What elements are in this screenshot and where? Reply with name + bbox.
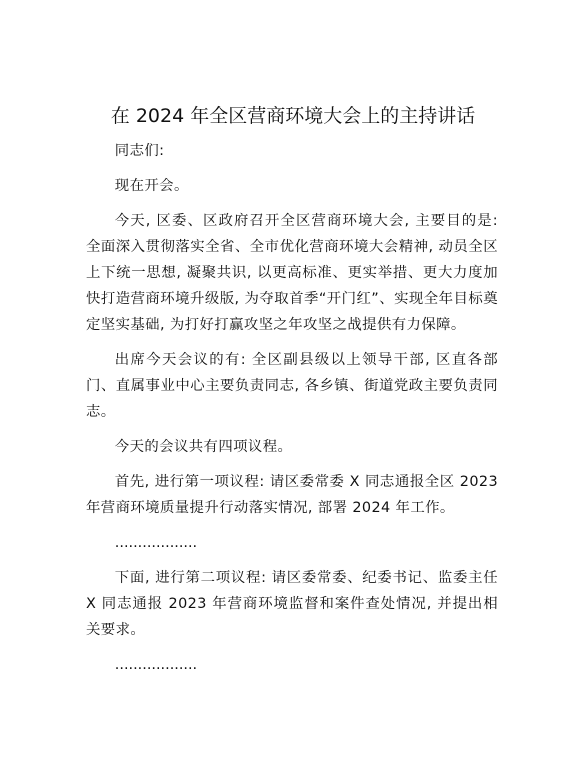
agenda-item-2-paragraph: 下面, 进行第二项议程: 请区委常委、纪委书记、监委主任 X 同志通报 2023 年营商环境监督和案件查处情况, 并提出相关要求。: [86, 570, 498, 638]
meeting-purpose-paragraph: 今天, 区委、区政府召开全区营商环境大会, 主要目的是: 全面深入贯彻落实全省、全市优化营商环境大会精神, 动员全区上下统一思想, 凝聚共识, 以更高标准、更实举措、更大力度加快打造营商环境升级版, 为夺取首季“开门红”、实现全年目标奠定坚实基础, 为打好打赢攻坚之年攻坚之战提供有力保障。: [86, 213, 498, 333]
attendees-paragraph: 出席今天会议的有: 全区副县级以上领导干部, 区直各部门、直属事业中心主要负责同志, 各乡镇、街道党政主要负责同志。: [86, 352, 498, 420]
agenda-intro-paragraph: 今天的会议共有四项议程。: [114, 439, 293, 455]
ellipsis-separator: ..................: [114, 535, 198, 551]
document-title: 在 2024 年全区营商环境大会上的主持讲话: [110, 105, 476, 127]
ellipsis-separator: ..................: [114, 657, 198, 673]
salutation: 同志们:: [114, 143, 165, 159]
document-body: [86, 138, 498, 687]
opening-line: 现在开会。: [114, 178, 189, 194]
agenda-item-1-paragraph: 首先, 进行第一项议程: 请区委常委 X 同志通报全区 2023 年营商环境质量提升行动落实情况, 部署 2024 年工作。: [86, 474, 498, 516]
